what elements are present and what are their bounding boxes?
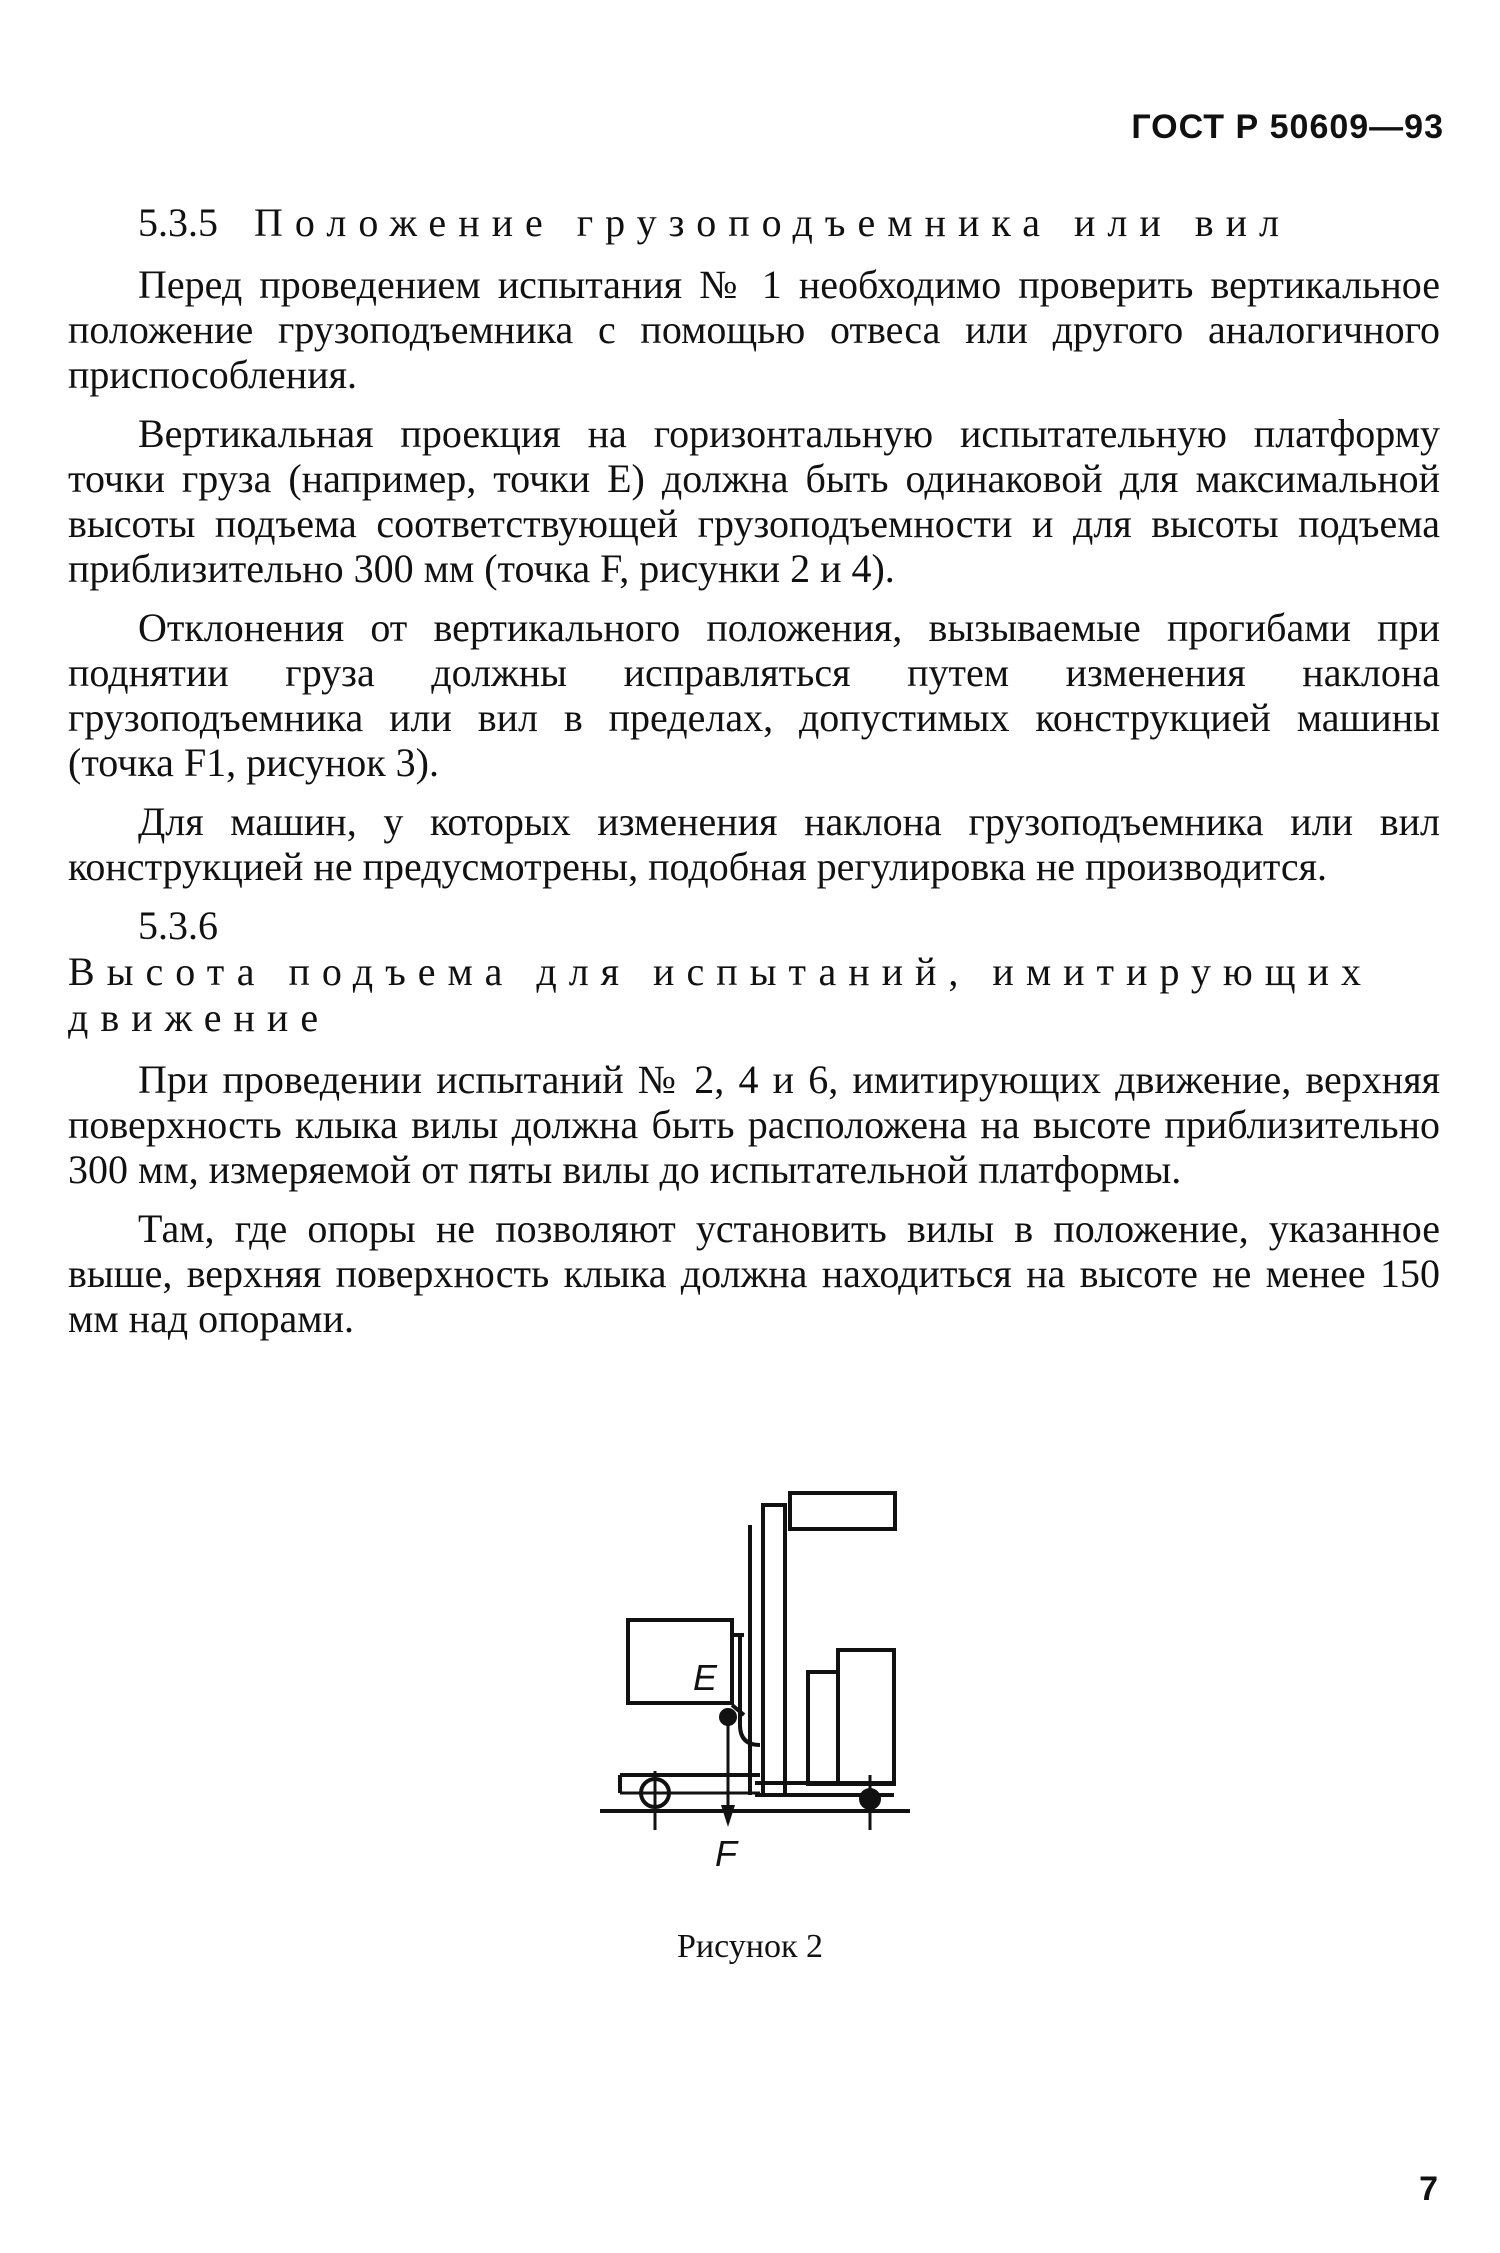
plumb-arrow bbox=[721, 1805, 735, 1827]
document-code: ГОСТ Р 50609—93 bbox=[1131, 108, 1444, 146]
paragraph: При проведении испытаний № 2, 4 и 6, имитирующих движение, верхняя поверхность клыка вилы должна быть расположена на высоте приблизительно 300 мм, измеряемой от пяты вилы до испытательной платформы. bbox=[68, 1057, 1440, 1192]
section-title: Высота подъема для испытаний, имитирующих движение bbox=[68, 949, 1374, 1040]
label-f: F bbox=[715, 1833, 737, 1874]
section-number: 5.3.5 bbox=[138, 200, 218, 245]
figure-forklift-diagram bbox=[580, 1475, 920, 1915]
paragraph: Перед проведением испытания № 1 необходимо проверить вертикальное положение грузоподъемника с помощью отвеса или другого аналогичного приспособления. bbox=[68, 262, 1440, 397]
page-number: 7 bbox=[1419, 2170, 1438, 2208]
paragraph: Там, где опоры не позволяют установить вилы в положение, указанное выше, верхняя поверхность клыка должна находиться на высоте не менее 150 мм над опорами. bbox=[68, 1206, 1440, 1341]
body-step bbox=[808, 1672, 838, 1784]
section-title: Положение грузоподъемника или вил bbox=[254, 200, 1291, 245]
section-heading-5-3-5 bbox=[68, 200, 1440, 246]
paragraph: Для машин, у которых изменения наклона грузоподъемника или вил конструкцией не предусмотрены, подобная регулировка не производится. bbox=[68, 799, 1440, 889]
mast-outer bbox=[763, 1505, 785, 1795]
section-number: 5.3.6 bbox=[138, 903, 218, 948]
section-heading-5-3-6 bbox=[68, 903, 1440, 1041]
overhead-guard bbox=[790, 1493, 895, 1529]
paragraph: Отклонения от вертикального положения, вызываемые прогибами при поднятии груза должны исправляться путем изменения наклона грузоподъемника или вил в пределах, допустимых конструкцией машины (точка F1, рисунок 3). bbox=[68, 605, 1440, 785]
forklift-diagram-drawing bbox=[580, 1475, 920, 1915]
counterweight bbox=[838, 1650, 894, 1784]
figure-caption: Рисунок 2 bbox=[677, 1928, 823, 1965]
document-body bbox=[68, 200, 1440, 1355]
label-e: E bbox=[693, 1657, 718, 1698]
paragraph: Вертикальная проекция на горизонтальную испытательную платформу точки груза (например, точки E) должна быть одинаковой для максимальной высоты подъема соответствующей грузоподъемности и для высоты подъема приблизительно 300 мм (точка F, рисунки 2 и 4). bbox=[68, 411, 1440, 591]
